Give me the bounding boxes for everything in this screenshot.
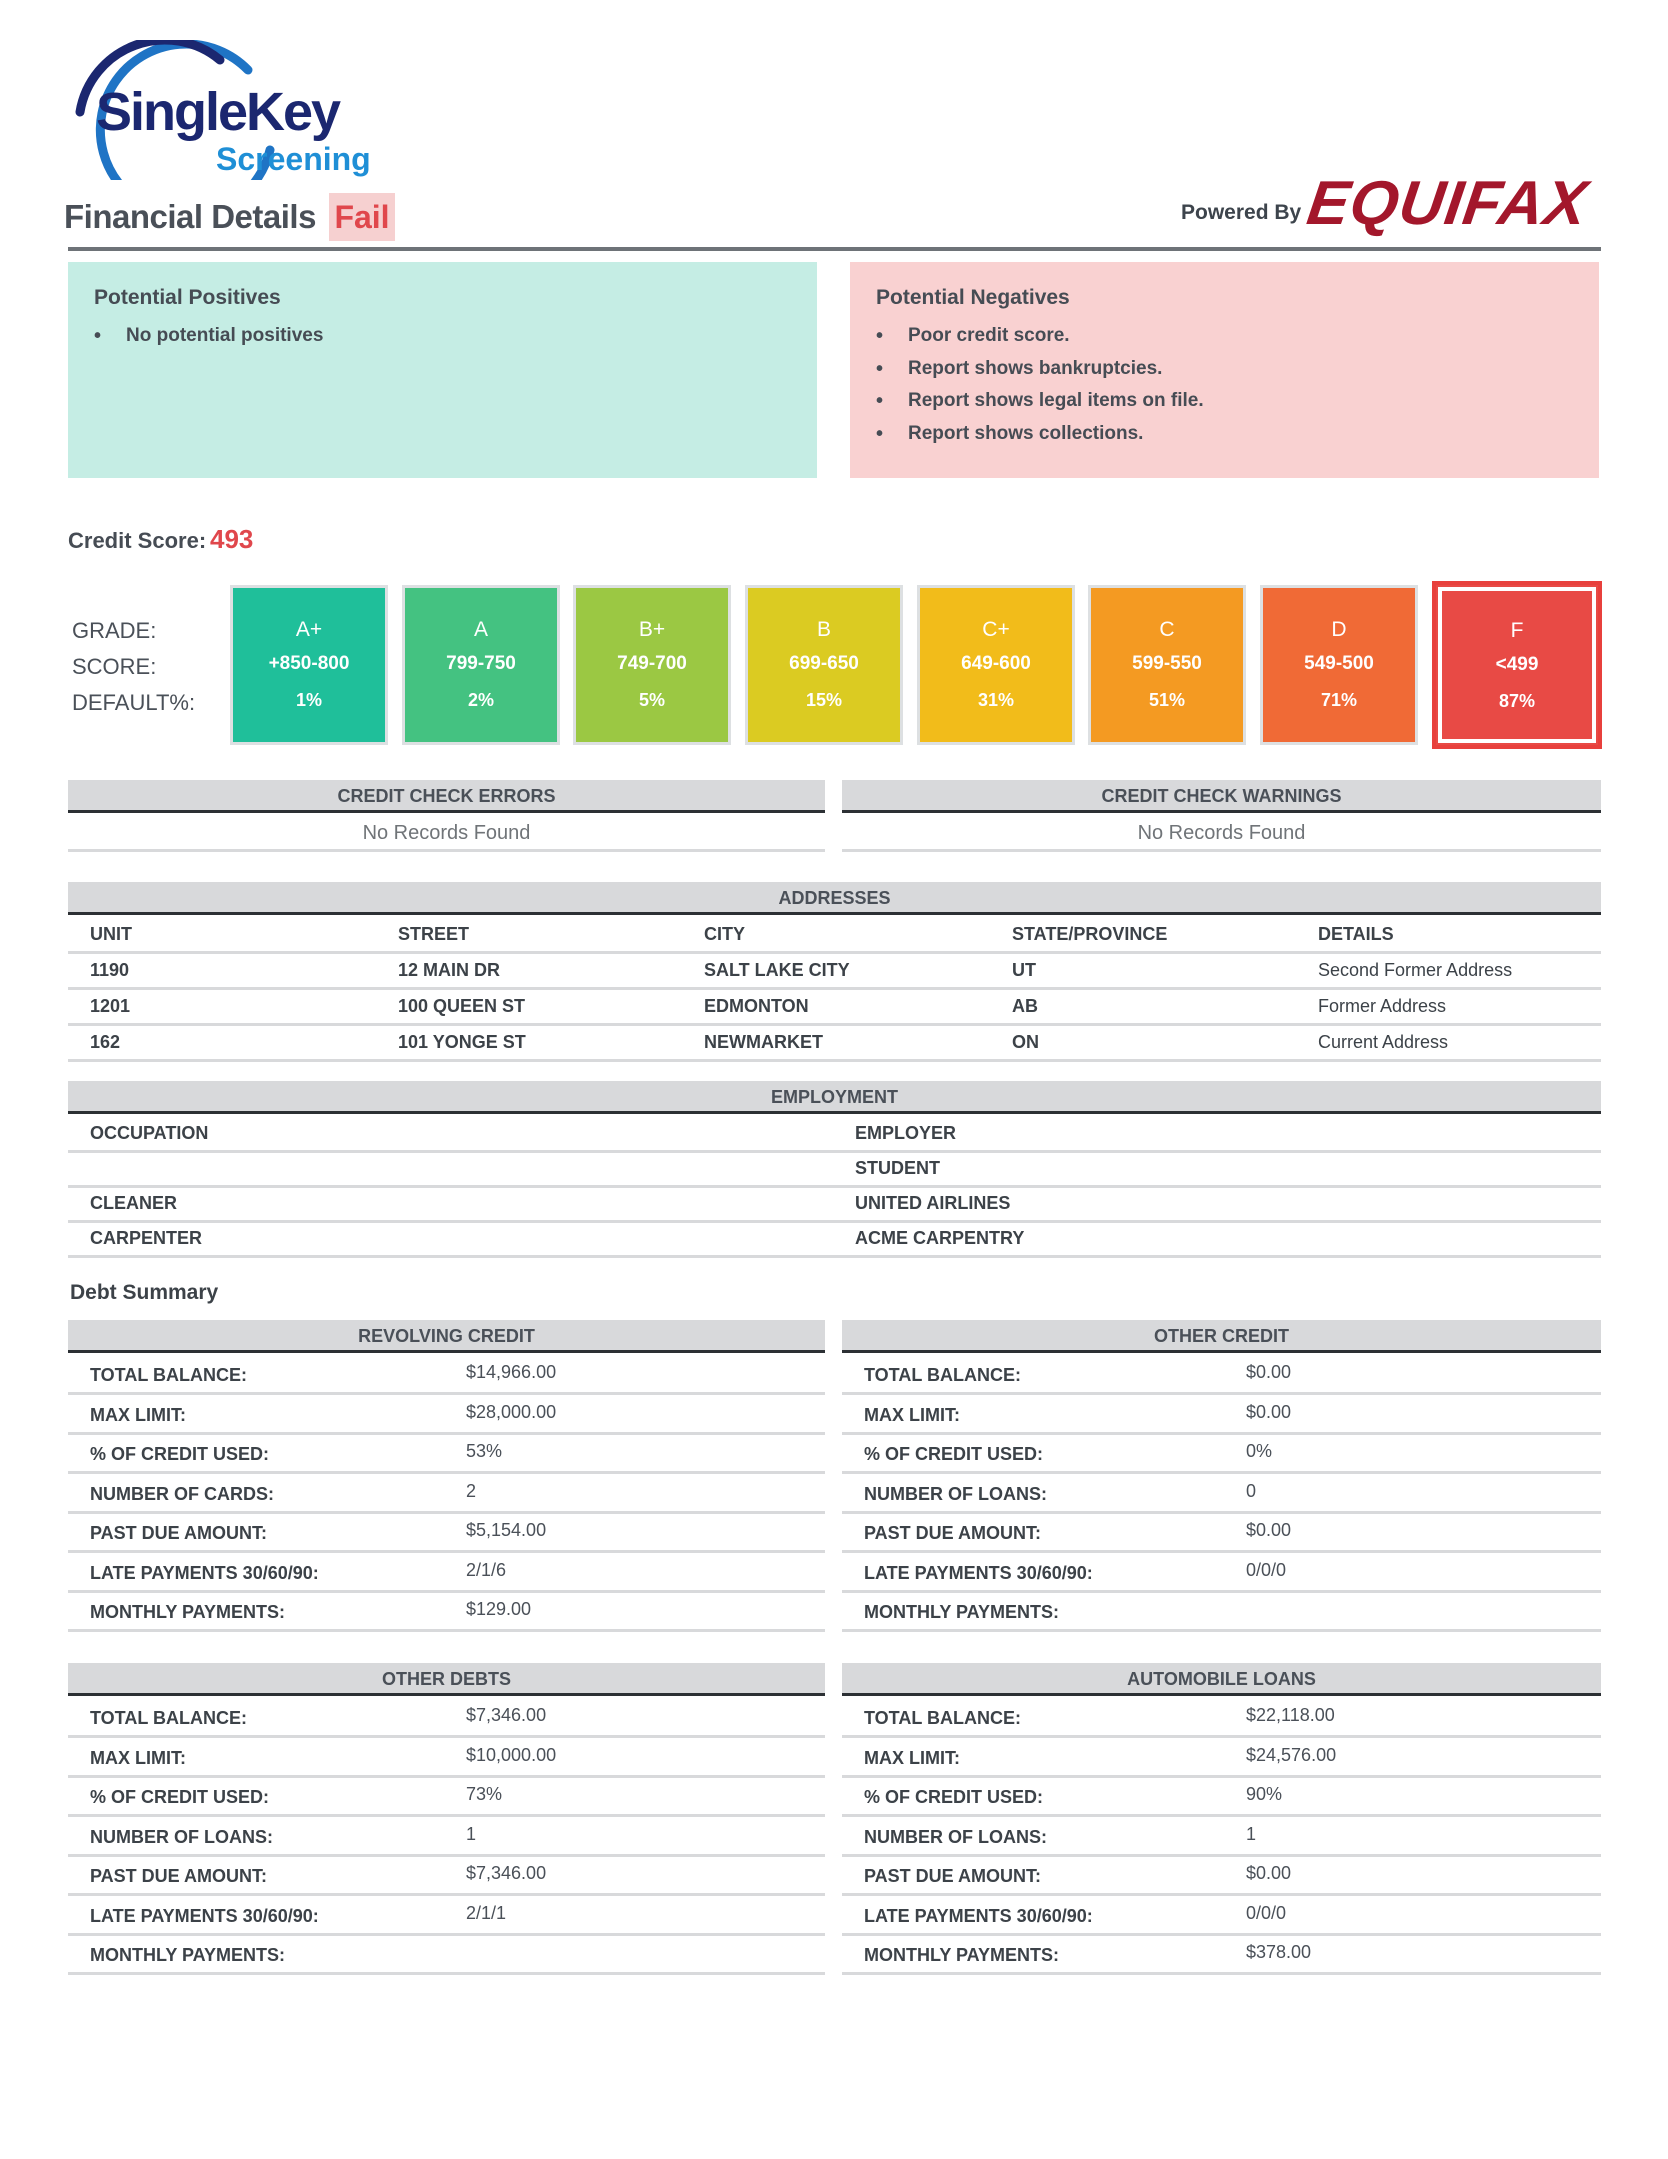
- row-value: 1: [466, 1823, 477, 1844]
- row-value: $7,346.00: [466, 1705, 547, 1725]
- positives-list: [94, 320, 791, 353]
- row-label: LATE PAYMENTS 30/60/90:: [90, 1905, 319, 1926]
- address-unit: 1201: [90, 996, 131, 1016]
- grade-default: 87%: [1498, 691, 1536, 711]
- row-value: 1: [1246, 1823, 1257, 1844]
- table-row: [68, 954, 1601, 990]
- table-row: [842, 1593, 1601, 1632]
- debt-summary-title: Debt Summary: [70, 1281, 219, 1304]
- table-row: [68, 1857, 825, 1896]
- table-row: [842, 1897, 1601, 1936]
- addresses-column-headers: [68, 918, 1601, 954]
- grade-label: GRADE:: [72, 618, 157, 643]
- employment-header: EMPLOYMENT: [68, 1081, 1601, 1114]
- occupation: CARPENTER: [90, 1228, 203, 1248]
- row-value: 73%: [466, 1784, 503, 1804]
- employer: ACME CARPENTRY: [855, 1228, 1025, 1248]
- row-value: 2/1/1: [466, 1902, 507, 1923]
- credit-check-errors-header: CREDIT CHECK ERRORS: [68, 780, 825, 813]
- grade-default: 15%: [805, 690, 843, 710]
- address-state: UT: [1012, 960, 1036, 980]
- grade-box-7: [1432, 581, 1602, 749]
- grade-box-0: [230, 585, 388, 745]
- row-label: PAST DUE AMOUNT:: [90, 1866, 267, 1886]
- grade-default: 1%: [295, 690, 322, 710]
- grade-row-labels: [72, 613, 195, 721]
- other-credit-header: OTHER CREDIT: [842, 1320, 1601, 1353]
- grade-score: 549-500: [1304, 653, 1374, 674]
- row-label: NUMBER OF CARDS:: [90, 1483, 274, 1504]
- row-label: TOTAL BALANCE:: [864, 1708, 1021, 1728]
- row-label: MAX LIMIT:: [864, 1747, 960, 1768]
- grade-score: +850-800: [268, 653, 350, 674]
- row-value: $28,000.00: [466, 1401, 557, 1422]
- column-header: OCCUPATION: [90, 1123, 209, 1143]
- table-row: [68, 1554, 825, 1593]
- credit-score-label: Credit Score:: [68, 528, 207, 553]
- grade-grade: D: [1331, 618, 1347, 641]
- address-city: NEWMARKET: [704, 1032, 823, 1052]
- addresses-header: ADDRESSES: [68, 882, 1601, 915]
- grade-box-5: [1088, 585, 1246, 745]
- address-street: 12 MAIN DR: [398, 960, 501, 980]
- table-row: [68, 1152, 1601, 1188]
- grade-box-2: [573, 585, 731, 745]
- address-street: 101 YONGE ST: [398, 1032, 526, 1052]
- row-value: 0: [1246, 1480, 1257, 1501]
- table-row: [842, 1936, 1601, 1975]
- grade-box-3: [745, 585, 903, 745]
- grade-grade: C+: [982, 618, 1010, 641]
- table-row: [68, 1897, 825, 1936]
- negatives-title: Potential Negatives: [876, 286, 1070, 309]
- address-details: Second Former Address: [1318, 960, 1513, 980]
- table-row: [68, 1026, 1601, 1062]
- logo-brand: SingleKey: [96, 82, 340, 142]
- grade-default: 31%: [977, 690, 1015, 710]
- grade-score: 799-750: [446, 653, 516, 674]
- row-value: $0.00: [1246, 1362, 1292, 1382]
- row-value: $22,118.00: [1246, 1705, 1335, 1725]
- grade-score: 749-700: [617, 653, 687, 674]
- row-value: 2/1/6: [466, 1559, 507, 1580]
- row-label: MONTHLY PAYMENTS:: [864, 1602, 1060, 1622]
- grade-default: 5%: [638, 690, 665, 710]
- address-city: SALT LAKE CITY: [704, 960, 850, 980]
- table-row: [842, 1699, 1601, 1738]
- page-title: Financial Details: [64, 198, 316, 235]
- grade-grade: C: [1159, 618, 1175, 641]
- table-row: [842, 1396, 1601, 1435]
- row-value: 0%: [1246, 1441, 1273, 1461]
- employer: STUDENT: [855, 1158, 940, 1178]
- grade-box-1: [402, 585, 560, 745]
- column-header: STREET: [398, 924, 470, 944]
- row-label: NUMBER OF LOANS:: [864, 1826, 1047, 1847]
- table-row: [842, 1857, 1601, 1896]
- status-badge: Fail: [329, 193, 395, 241]
- list-item: • No potential positives: [126, 320, 791, 353]
- default-label: DEFAULT%:: [72, 690, 196, 715]
- table-row: [68, 1396, 825, 1435]
- table-row: [68, 1699, 825, 1738]
- table-row: [842, 1475, 1601, 1514]
- grade-grade: A: [473, 618, 488, 641]
- table-row: [842, 1778, 1601, 1817]
- revolving-header: REVOLVING CREDIT: [68, 1320, 825, 1353]
- score-label: SCORE:: [72, 654, 157, 679]
- row-value: $0.00: [1246, 1401, 1292, 1422]
- table-row: [842, 1739, 1601, 1778]
- table-row: [68, 1593, 825, 1632]
- credit-check-errors-body: No Records Found: [68, 816, 825, 852]
- grade-score: 649-600: [961, 653, 1031, 674]
- potential-negatives-panel: [850, 262, 1599, 478]
- grade-grade: B+: [638, 618, 666, 641]
- table-row: [842, 1514, 1601, 1553]
- row-value: 90%: [1246, 1784, 1283, 1804]
- grade-default: 2%: [467, 690, 494, 710]
- address-state: AB: [1012, 996, 1038, 1016]
- employer: UNITED AIRLINES: [855, 1193, 1011, 1213]
- row-value: $129.00: [466, 1599, 532, 1619]
- negatives-list: [876, 320, 1573, 450]
- row-value: 53%: [466, 1441, 503, 1461]
- grade-default: 51%: [1148, 690, 1186, 710]
- row-label: MONTHLY PAYMENTS:: [90, 1945, 286, 1965]
- grade-score: <499: [1495, 654, 1539, 675]
- row-label: LATE PAYMENTS 30/60/90:: [864, 1562, 1093, 1583]
- row-value: 0/0/0: [1246, 1902, 1287, 1923]
- table-row: [842, 1818, 1601, 1857]
- title-divider: [68, 247, 1601, 251]
- table-row: [68, 1187, 1601, 1223]
- table-row: [842, 1356, 1601, 1395]
- row-value: $378.00: [1246, 1942, 1312, 1962]
- logo-sub: Screening: [216, 141, 371, 177]
- row-label: TOTAL BALANCE:: [90, 1708, 247, 1728]
- row-label: % OF CREDIT USED:: [90, 1444, 270, 1464]
- table-row: [842, 1435, 1601, 1474]
- row-value: $24,576.00: [1246, 1744, 1337, 1765]
- table-row: [68, 1222, 1601, 1258]
- row-label: % OF CREDIT USED:: [864, 1787, 1044, 1807]
- employment-column-headers: [68, 1117, 1601, 1153]
- address-unit: 1190: [90, 960, 130, 980]
- row-label: NUMBER OF LOANS:: [864, 1483, 1047, 1504]
- table-row: [68, 1475, 825, 1514]
- row-value: 0/0/0: [1246, 1559, 1287, 1580]
- row-value: $5,154.00: [466, 1520, 547, 1540]
- row-label: PAST DUE AMOUNT:: [864, 1523, 1041, 1543]
- grade-default: 71%: [1320, 690, 1358, 710]
- address-street: 100 QUEEN ST: [398, 996, 526, 1016]
- credit-check-warnings-body: No Records Found: [842, 816, 1601, 852]
- column-header: DETAILS: [1318, 924, 1394, 944]
- grade-grade: B: [816, 618, 831, 641]
- credit-score-value: 493: [210, 524, 254, 554]
- credit-check-warnings-header: CREDIT CHECK WARNINGS: [842, 780, 1601, 813]
- grade-box-4: [917, 585, 1075, 745]
- row-label: % OF CREDIT USED:: [864, 1444, 1044, 1464]
- address-details: Former Address: [1318, 996, 1447, 1016]
- row-value: $10,000.00: [466, 1744, 557, 1765]
- positives-title: Potential Positives: [94, 286, 281, 309]
- list-item: • Report shows collections.: [908, 418, 1573, 451]
- row-label: % OF CREDIT USED:: [90, 1787, 270, 1807]
- table-row: [68, 1936, 825, 1975]
- row-value: $0.00: [1246, 1863, 1292, 1883]
- table-row: [842, 1554, 1601, 1593]
- powered-by-label: Powered By: [1181, 201, 1302, 224]
- row-label: LATE PAYMENTS 30/60/90:: [90, 1562, 319, 1583]
- table-row: [68, 1435, 825, 1474]
- table-row: [68, 1778, 825, 1817]
- list-item: • Report shows legal items on file.: [908, 385, 1573, 418]
- row-value: $0.00: [1246, 1520, 1292, 1540]
- column-header: UNIT: [90, 924, 132, 944]
- grade-grade: F: [1510, 619, 1524, 642]
- row-label: TOTAL BALANCE:: [90, 1365, 247, 1385]
- row-value: $14,966.00: [466, 1362, 557, 1382]
- list-item: • Report shows bankruptcies.: [908, 353, 1573, 386]
- row-value: $7,346.00: [466, 1863, 547, 1883]
- potential-positives-panel: [68, 262, 817, 478]
- table-row: [68, 1739, 825, 1778]
- row-value: 2: [466, 1480, 477, 1501]
- address-details: Current Address: [1318, 1032, 1449, 1052]
- row-label: NUMBER OF LOANS:: [90, 1826, 273, 1847]
- grade-score: 599-550: [1132, 653, 1202, 674]
- row-label: LATE PAYMENTS 30/60/90:: [864, 1905, 1093, 1926]
- row-label: MONTHLY PAYMENTS:: [864, 1945, 1060, 1965]
- grade-grade: A+: [295, 618, 323, 641]
- list-item: • Poor credit score.: [908, 320, 1573, 353]
- address-unit: 162: [90, 1032, 121, 1052]
- address-city: EDMONTON: [704, 996, 809, 1016]
- column-header: EMPLOYER: [855, 1123, 957, 1143]
- row-label: MAX LIMIT:: [90, 1747, 186, 1768]
- table-row: [68, 1356, 825, 1395]
- row-label: MONTHLY PAYMENTS:: [90, 1602, 286, 1622]
- other-debts-header: OTHER DEBTS: [68, 1663, 825, 1696]
- row-label: PAST DUE AMOUNT:: [864, 1866, 1041, 1886]
- table-row: [68, 1818, 825, 1857]
- row-label: TOTAL BALANCE:: [864, 1365, 1021, 1385]
- row-label: MAX LIMIT:: [90, 1404, 186, 1425]
- occupation: CLEANER: [90, 1193, 178, 1213]
- address-state: ON: [1012, 1032, 1039, 1052]
- column-header: CITY: [704, 924, 746, 944]
- auto-loans-header: AUTOMOBILE LOANS: [842, 1663, 1601, 1696]
- grade-box-6: [1260, 585, 1418, 745]
- column-header: STATE/PROVINCE: [1012, 924, 1168, 944]
- equifax-logo: EQUIFAX: [1303, 169, 1593, 238]
- row-label: PAST DUE AMOUNT:: [90, 1523, 267, 1543]
- grade-score: 699-650: [789, 653, 859, 674]
- singlekey-logo: [70, 40, 390, 180]
- table-row: [68, 1514, 825, 1553]
- row-label: MAX LIMIT:: [864, 1404, 960, 1425]
- table-row: [68, 990, 1601, 1026]
